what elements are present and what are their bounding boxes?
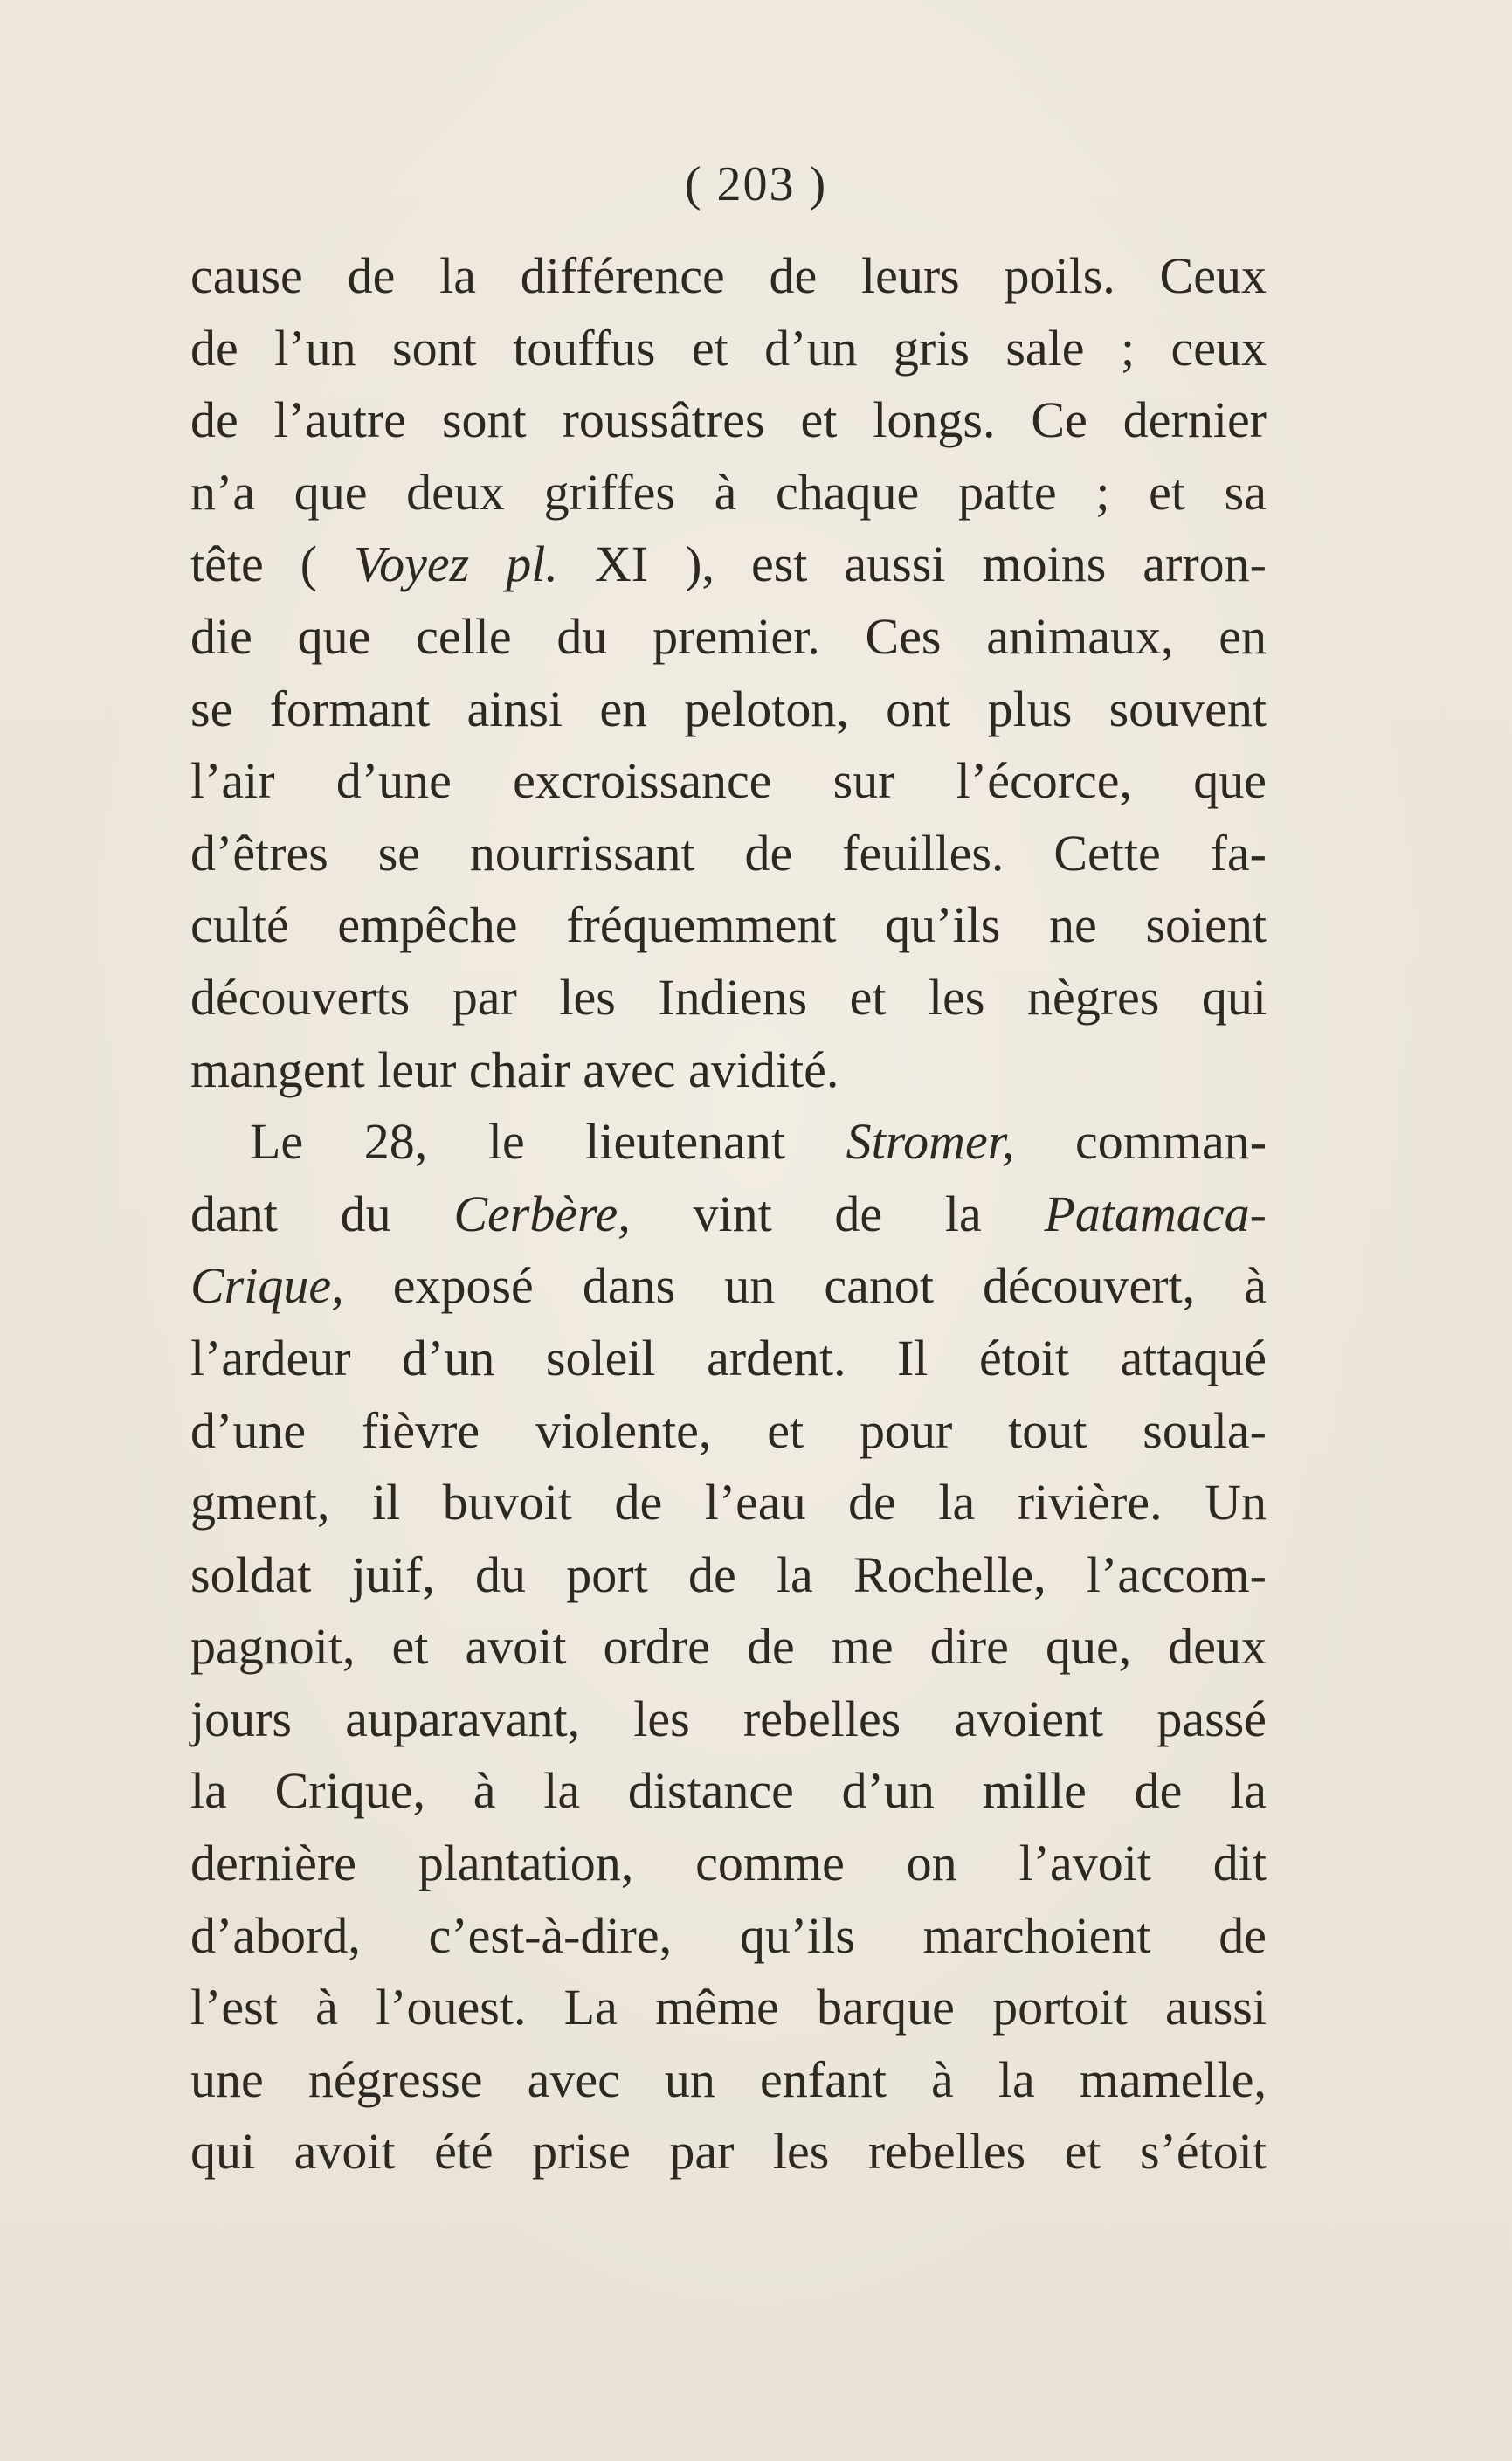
text-line: une négresse avec un enfant à la mamelle,	[190, 2050, 1267, 2108]
body-text	[190, 240, 1267, 2188]
text-line: l’est à l’ouest. La même barque portoit aussi	[190, 1979, 1267, 2036]
text-line: de l’autre sont roussâtres et longs. Ce dernier	[190, 391, 1267, 449]
text-line: d’une fièvre violente, et pour tout soula-	[190, 1401, 1267, 1459]
text-line: dernière plantation, comme on l’avoit dit	[190, 1835, 1267, 1892]
text-line: gment, il buvoit de l’eau de la rivière. Un	[190, 1474, 1267, 1531]
text-line: Le 28, le lieutenant Stromer, comman-	[250, 1113, 1267, 1171]
text-line: la Crique, à la distance d’un mille de la	[190, 1762, 1267, 1820]
text-line: qui avoit été prise par les rebelles et s’étoit	[190, 2123, 1267, 2181]
text-line: se formant ainsi en peloton, ont plus souvent	[190, 680, 1267, 737]
text-line: Crique, exposé dans un canot découvert, à	[190, 1257, 1267, 1315]
text-line: de l’un sont touffus et d’un gris sale ; ceux	[190, 319, 1267, 377]
text-line: pagnoit, et avoit ordre de me dire que, deux	[190, 1618, 1267, 1676]
text-line: soldat juif, du port de la Rochelle, l’accom-	[190, 1545, 1267, 1603]
text-line: cause de la différence de leurs poils. Ceux	[190, 247, 1267, 304]
page-number: ( 203 )	[684, 157, 828, 211]
text-line: mangent leur chair avec avidité.	[190, 1040, 839, 1098]
text-line: tête ( Voyez pl. XI ), est aussi moins arron-	[190, 536, 1267, 593]
text-line: l’air d’une excroissance sur l’écorce, que	[190, 752, 1267, 810]
text-line: jours auparavant, les rebelles avoient passé	[190, 1690, 1267, 1747]
text-line: culté empêche fréquemment qu’ils ne soient	[190, 896, 1267, 954]
text-line: l’ardeur d’un soleil ardent. Il étoit attaqué	[190, 1329, 1267, 1386]
text-line: die que celle du premier. Ces animaux, en	[190, 607, 1267, 665]
text-line: découverts par les Indiens et les nègres qui	[190, 968, 1267, 1026]
text-line: d’abord, c’est-à-dire, qu’ils marchoient de	[190, 1906, 1267, 1964]
text-line: n’a que deux griffes à chaque patte ; et sa	[190, 463, 1267, 521]
text-line: dant du Cerbère, vint de la Patamaca-	[190, 1185, 1267, 1242]
text-line: d’êtres se nourrissant de feuilles. Cette fa-	[190, 824, 1267, 881]
